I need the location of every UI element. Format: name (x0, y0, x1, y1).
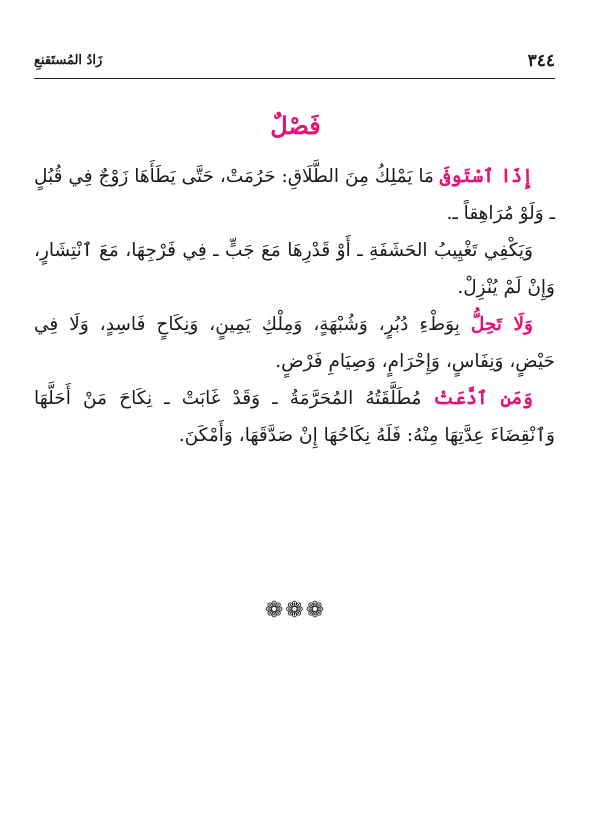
section-title: فَصْلٌ (270, 111, 321, 140)
paragraph-2 (34, 232, 555, 306)
paragraph-keyword: وَلَا تَحِلُّ (470, 314, 533, 335)
running-title: زَادُ المُستَقنعِ (34, 53, 103, 68)
page-number: ٣٤٤ (527, 51, 555, 71)
header-divider (34, 78, 555, 79)
paragraph-keyword: إِذَا ٱسْتَوفَى (439, 166, 533, 187)
paragraph-keyword: وَمَنِ ٱدَّعَتْ (433, 388, 533, 409)
paragraph-text: مَا يَمْلِكُ مِنَ الطَّلَاقِ: حَرُمَتْ، حَتَّى يَطَأَهَا زَوْجٌ فِي قُبُلٍ ـ وَلَوْ مُرَاهِقاً ـ. (34, 166, 555, 224)
body-text (34, 158, 555, 454)
paragraph-1 (34, 158, 555, 232)
paragraph-text: بِوَطْءِ دُبُرٍ، وَشُبْهَةٍ، وَمِلْكِ يَمِينٍ، وَنِكَاحٍ فَاسِدٍ، وَلَا فِي حَيْضٍ، وَنِفَاسٍ، وَإِحْرَامٍ، وَصِيَامِ فَرْضٍ. (34, 314, 555, 372)
paragraph-3 (34, 306, 555, 380)
paragraph-text: وَيَكْفِي تَغْيِيبُ الحَشَفَةِ ـ أَوْ قَدْرِهَا مَعَ جَبٍّ ـ فِي فَرْجِهَا، مَعَ ٱنْتِشَارٍ، وَإِنْ لَمْ يُنْزِلْ. (34, 240, 555, 298)
page-header (34, 50, 555, 76)
flower-ornament-icon: ❁❁❁ (264, 598, 327, 623)
paragraph-text: مُطَلَّقَتُهُ المُحَرَّمَةُ ـ وَقَدْ غَابَتْ ـ نِكَاحَ مَنْ أَحَلَّهَا وَٱنْقِضَاءَ عِدَّتِهَا مِنْهُ: فَلَهُ نِكَاحُهَا إِنْ صَدَّقَهَا، وَأَمْكَنَ. (34, 388, 555, 446)
paragraph-4 (34, 380, 555, 454)
